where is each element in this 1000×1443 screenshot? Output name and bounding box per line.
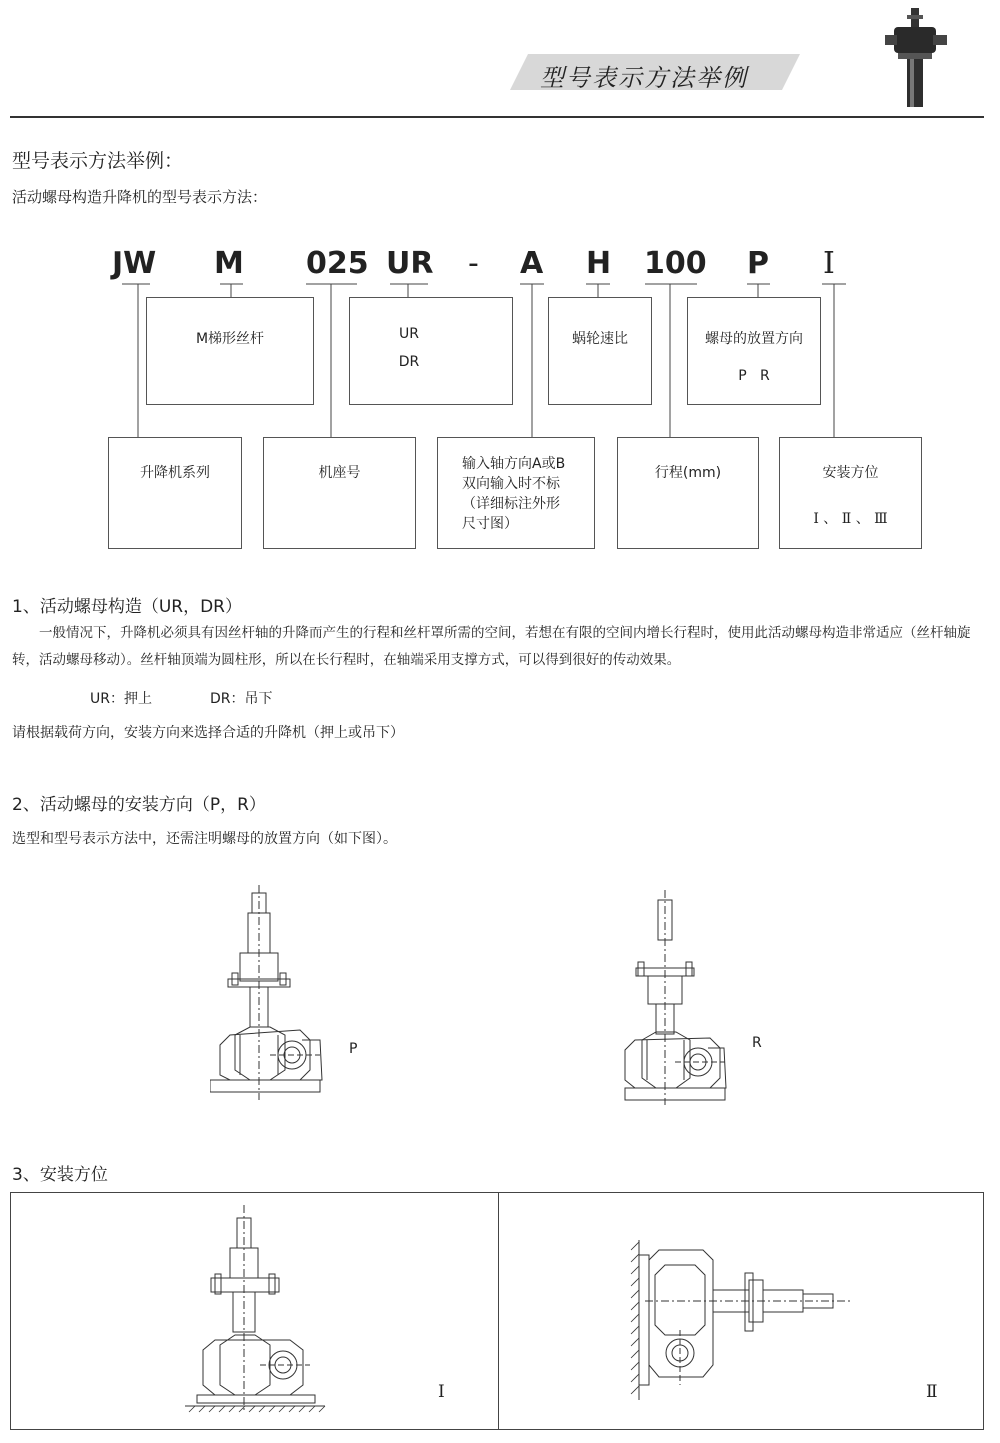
box-series — [108, 437, 242, 549]
box-trapezoid-screw — [146, 297, 314, 405]
header-banner-text: 型号表示方法举例 — [540, 64, 748, 92]
drawing-mount-2-label: Ⅱ — [926, 1382, 938, 1402]
box-input-axis-line2: 双向输入时不标 — [462, 476, 560, 492]
section1-dr-label: DR：吊下 — [210, 691, 273, 707]
box-ur-dr — [349, 297, 513, 405]
drawing-p-label: P — [349, 1041, 358, 1057]
section3-title: 3、安装方位 — [12, 1165, 108, 1185]
box-dr-text: DR — [398, 354, 420, 370]
code-m: M — [214, 246, 244, 281]
section2-title: 2、活动螺母的安装方向（P，R） — [12, 795, 266, 815]
code-h: H — [586, 246, 612, 281]
drawing-mount-2 — [625, 1235, 855, 1405]
box-mount-position-options: Ⅰ 、 Ⅱ 、 Ⅲ — [813, 511, 888, 527]
box-frame-no-text: 机座号 — [318, 465, 361, 481]
box-input-axis — [437, 437, 595, 549]
section1-ur-label: UR：押上 — [90, 691, 152, 707]
box-nut-direction-text: 螺母的放置方向 — [705, 331, 803, 347]
box-series-text: 升降机系列 — [140, 465, 210, 481]
code-ur: UR — [386, 246, 434, 281]
drawing-mount-1-label: Ⅰ — [438, 1382, 445, 1402]
box-nut-direction-options: P R — [738, 368, 770, 384]
code-025: 025 — [306, 246, 369, 281]
code-jw: JW — [112, 246, 157, 281]
section2-paragraph: 选型和型号表示方法中，还需注明螺母的放置方向（如下图）。 — [12, 831, 397, 847]
section1-note: 请根据载荷方向，安装方向来选择合适的升降机（押上或吊下） — [12, 725, 404, 741]
box-nut-direction — [687, 297, 821, 405]
intro-subtitle: 活动螺母构造升降机的型号表示方法： — [12, 188, 268, 206]
box-ur-text: UR — [399, 326, 419, 342]
box-input-axis-line3: （详细标注外形 — [462, 496, 560, 512]
code-i: I — [823, 246, 835, 281]
box-worm-ratio — [548, 297, 652, 405]
box-trapezoid-screw-text: M梯形丝杆 — [195, 331, 265, 347]
drawing-r-label: R — [752, 1035, 762, 1051]
box-stroke-text: 行程(mm) — [654, 465, 722, 481]
box-mount-position — [779, 437, 922, 549]
code-dash: - — [468, 246, 479, 281]
box-input-axis-line1: 输入轴方向A或B — [462, 456, 566, 472]
drawing-nut-r — [620, 890, 820, 1110]
section1-paragraph: 一般情况下，升降机必须具有因丝杆轴的升降而产生的行程和丝杆罩所需的空间，若想在有限的空间内增长行程时，使用此活动螺母构造非常适应（丝杆轴旋转，活动螺母移动）。丝杆轴顶端为圆柱形，所以在长行程时，在轴端采用支撑方式，可以得到很好的传动效果。 — [12, 625, 971, 668]
box-mount-position-text: 安装方位 — [822, 465, 879, 481]
drawing-mount-1 — [175, 1200, 345, 1420]
code-a: A — [520, 246, 544, 281]
box-stroke — [617, 437, 759, 549]
box-worm-ratio-text: 蜗轮速比 — [572, 331, 628, 347]
code-100: 100 — [644, 246, 707, 281]
box-frame-no — [263, 437, 416, 549]
drawing-nut-p — [210, 885, 410, 1105]
section1-title: 1、活动螺母构造（UR，DR） — [12, 597, 242, 617]
mount-table-divider — [498, 1193, 499, 1429]
intro-title: 型号表示方法举例： — [12, 150, 184, 172]
box-input-axis-line4: 尺寸图） — [462, 516, 518, 532]
code-p: P — [747, 246, 769, 281]
